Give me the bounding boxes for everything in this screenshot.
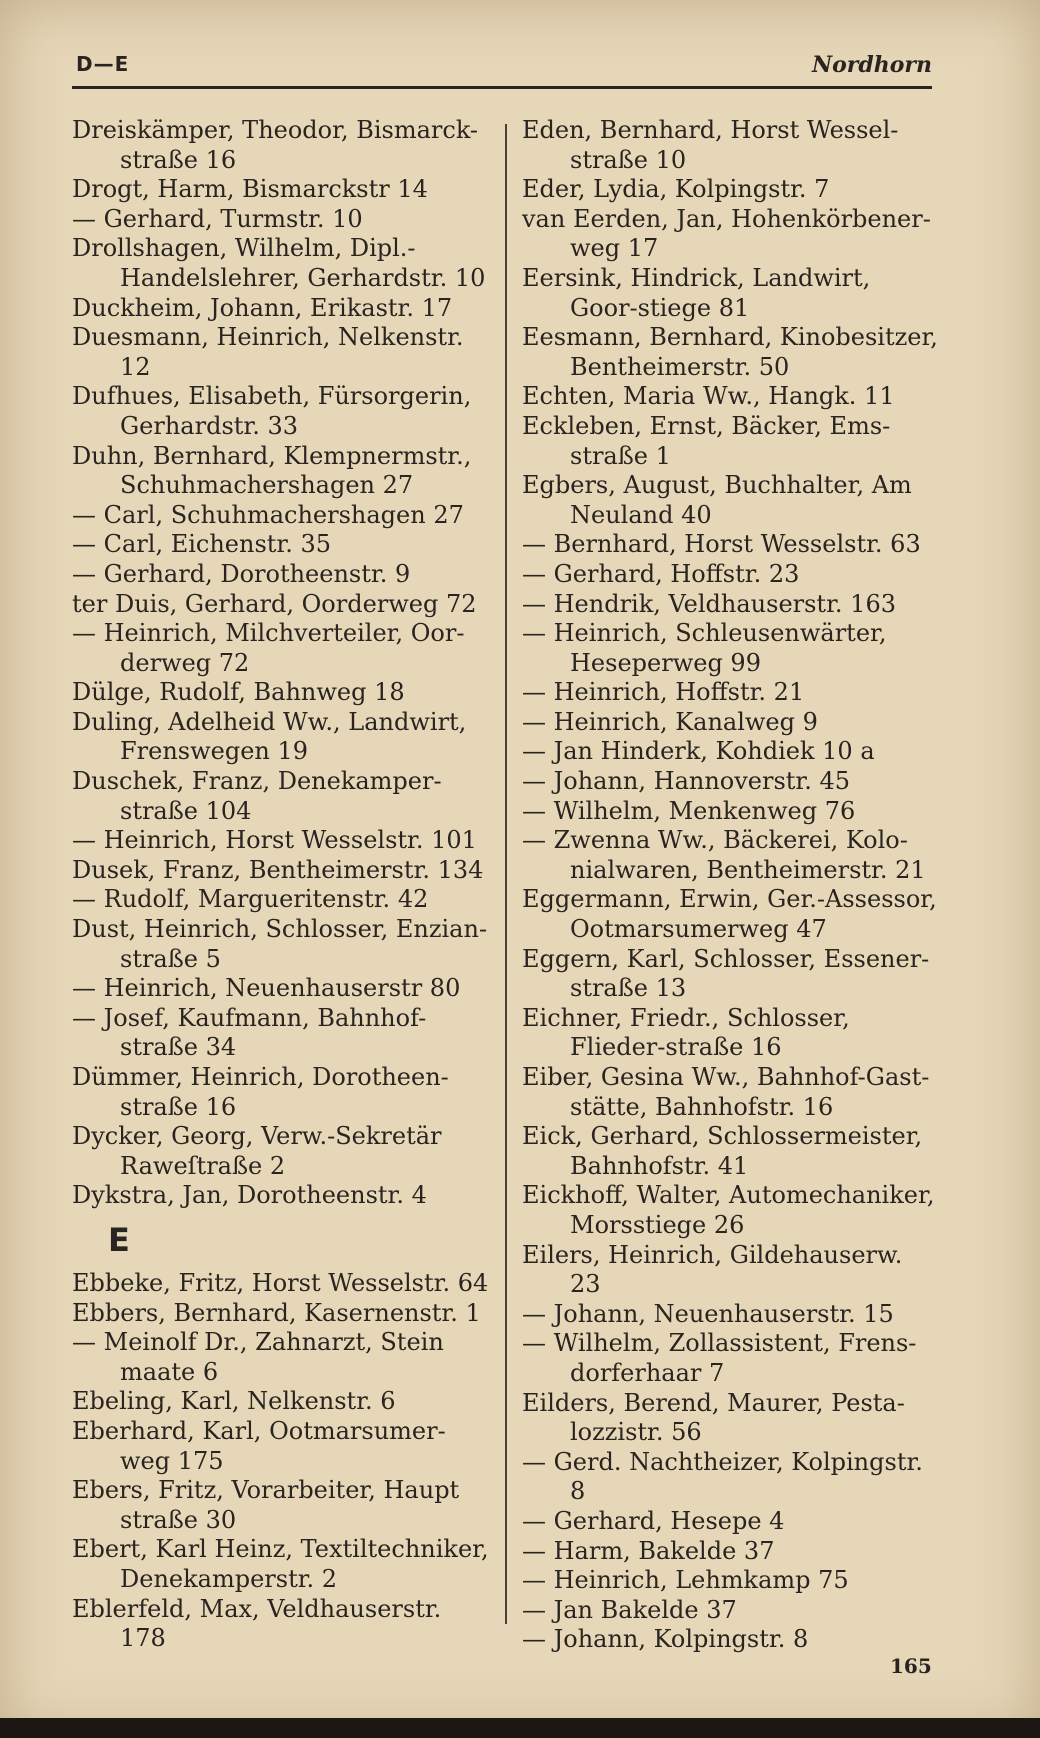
header-rule	[72, 86, 932, 89]
directory-entry: Eckleben, Ernst, Bäcker, Ems-straße 1	[522, 411, 891, 470]
directory-entry: — Zwenna Ww., Bäckerei, Kolo-nialwaren, Bentheimerstr. 21	[522, 826, 926, 884]
directory-entry: — Wilhelm, Menkenweg 76	[522, 796, 856, 825]
directory-entry: Duschek, Franz, Denekamper-straße 104	[72, 767, 442, 825]
directory-entry: — Jan Hinderk, Kohdiek 10 a	[522, 737, 875, 766]
directory-entry: — Heinrich, Milchverteiler, Oor-derweg 72	[72, 619, 465, 677]
directory-entry: — Bernhard, Horst Wesselstr. 63	[522, 530, 921, 559]
directory-entry: — Hendrik, Veldhauserstr. 163	[522, 589, 896, 618]
page-edge	[0, 1718, 1040, 1738]
directory-entry: — Gerhard, Hoffstr. 23	[522, 559, 800, 588]
directory-entry: — Heinrich, Lehmkamp 75	[522, 1566, 849, 1595]
directory-entry: Echten, Maria Ww., Hangk. 11	[522, 382, 895, 411]
directory-entry: Ebers, Fritz, Vorarbeiter, Haupt straße 30	[72, 1476, 460, 1534]
directory-entry: Dülge, Rudolf, Bahnweg 18	[72, 678, 405, 707]
directory-entry: — Johann, Kolpingstr. 8	[522, 1625, 809, 1654]
directory-entry: — Carl, Schuhmachershagen 27	[72, 500, 464, 529]
directory-entry: — Harm, Bakelde 37	[522, 1536, 775, 1565]
page-number: 165	[890, 1654, 932, 1678]
directory-entry: Eblerfeld, Max, Veldhauserstr. 178	[72, 1594, 442, 1653]
directory-entry: — Jan Bakelde 37	[522, 1595, 737, 1624]
directory-entry: — Meinolf Dr., Zahnarzt, Stein maate 6	[72, 1328, 444, 1386]
directory-entry: Duckheim, Johann, Erikastr. 17	[72, 293, 453, 322]
directory-entry: — Gerhard, Turmstr. 10	[72, 204, 363, 233]
directory-entry: Dufhues, Elisabeth, Fürsorgerin, Gerhardstr. 33	[72, 382, 472, 440]
directory-entry: — Johann, Neuenhauserstr. 15	[522, 1299, 894, 1328]
section-letter-e: E	[108, 1220, 130, 1259]
directory-entry: Ebert, Karl Heinz, Textiltechniker, Denekamperstr. 2	[72, 1535, 489, 1593]
directory-entry: — Johann, Hannoverstr. 45	[522, 767, 851, 796]
directory-entry: Eilders, Berend, Maurer, Pesta-lozzistr. 56	[522, 1388, 905, 1447]
directory-entry: — Heinrich, Hoffstr. 21	[522, 678, 805, 707]
directory-entry: Eiber, Gesina Ww., Bahnhof-Gast-stätte, Bahnhofstr. 16	[522, 1063, 930, 1121]
directory-entry: Drogt, Harm, Bismarckstr 14	[72, 175, 428, 204]
directory-entry: Eggermann, Erwin, Ger.-Assessor, Ootmarsumerweg 47	[522, 885, 937, 944]
directory-entry: Eersink, Hindrick, Landwirt, Goor-stiege 81	[522, 263, 871, 322]
directory-entry: — Heinrich, Neuenhauserstr 80	[72, 974, 461, 1003]
directory-entry: Eberhard, Karl, Ootmarsumer-weg 175	[72, 1416, 446, 1475]
directory-entry: Dusek, Franz, Bentheimerstr. 134	[72, 855, 484, 884]
directory-entry: — Carl, Eichenstr. 35	[72, 530, 332, 559]
directory-entry: — Heinrich, Kanalweg 9	[522, 707, 818, 736]
directory-entry: Duhn, Bernhard, Klempnermstr., Schuhmachershagen 27	[72, 441, 472, 500]
directory-entry: Duesmann, Heinrich, Nelkenstr. 12	[72, 323, 464, 381]
directory-entry: Eichner, Friedr., Schlosser, Flieder-straße 16	[522, 1003, 850, 1062]
directory-entry: Eick, Gerhard, Schlossermeister, Bahnhofstr. 41	[522, 1122, 923, 1180]
directory-entry: — Gerhard, Dorotheenstr. 9	[72, 559, 411, 588]
directory-entry: Ebbers, Bernhard, Kasernenstr. 1	[72, 1298, 481, 1327]
directory-entry: Dümmer, Heinrich, Dorotheen-straße 16	[72, 1063, 449, 1121]
directory-entry: — Wilhelm, Zollassistent, Frens-dorferhaar 7	[522, 1329, 917, 1387]
directory-entry: Drollshagen, Wilhelm, Dipl.-Handelslehrer, Gerhardstr. 10	[72, 234, 486, 292]
directory-entry: Dykstra, Jan, Dorotheenstr. 4	[72, 1181, 427, 1210]
directory-entry: — Josef, Kaufmann, Bahnhof-straße 34	[72, 1003, 427, 1062]
directory-entry: Dreiskämper, Theodor, Bismarck-straße 16	[72, 116, 479, 174]
section-range: D—E	[76, 52, 130, 76]
directory-entry: Eder, Lydia, Kolpingstr. 7	[522, 175, 830, 204]
left-column	[72, 116, 490, 1654]
directory-entry: — Gerhard, Hesepe 4	[522, 1506, 785, 1535]
directory-entry: Eggern, Karl, Schlosser, Essener-straße 13	[522, 944, 930, 1003]
directory-entry: Dust, Heinrich, Schlosser, Enzian-straße 5	[72, 915, 488, 973]
directory-entry: Eesmann, Bernhard, Kinobesitzer, Bentheimerstr. 50	[522, 323, 938, 381]
column-divider	[505, 124, 507, 1624]
d-entries	[72, 116, 490, 1211]
directory-entry: Duling, Adelheid Ww., Landwirt, Frenswegen 19	[72, 707, 467, 766]
directory-entry: Eilers, Heinrich, Gildehauserw. 23	[522, 1240, 903, 1299]
directory-entry: Ebbeke, Fritz, Horst Wesselstr. 64	[72, 1268, 489, 1297]
directory-entry: Ebeling, Karl, Nelkenstr. 6	[72, 1387, 396, 1416]
right-column	[522, 116, 940, 1655]
directory-entry: — Rudolf, Margueritenstr. 42	[72, 885, 429, 914]
directory-entry: — Gerd. Nachtheizer, Kolpingstr. 8	[522, 1447, 923, 1506]
directory-entry: — Heinrich, Horst Wesselstr. 101	[72, 826, 477, 855]
directory-entry: — Heinrich, Schleusenwärter, Heseperweg 99	[522, 619, 887, 677]
directory-entry: ter Duis, Gerhard, Oorderweg 72	[72, 589, 477, 618]
directory-entry: Dycker, Georg, Verw.-Sekretär Raweſtraße 2	[72, 1122, 442, 1180]
directory-entry: Eden, Bernhard, Horst Wessel-straße 10	[522, 116, 899, 174]
directory-entry: van Eerden, Jan, Hohenkörbener-weg 17	[522, 204, 931, 263]
e-entries	[72, 1269, 490, 1654]
city-title: Nordhorn	[811, 52, 932, 78]
right-entries	[522, 116, 940, 1655]
directory-entry: Egbers, August, Buchhalter, Am Neuland 40	[522, 471, 912, 529]
directory-entry: Eickhoff, Walter, Automechaniker, Morsstiege 26	[522, 1181, 935, 1239]
